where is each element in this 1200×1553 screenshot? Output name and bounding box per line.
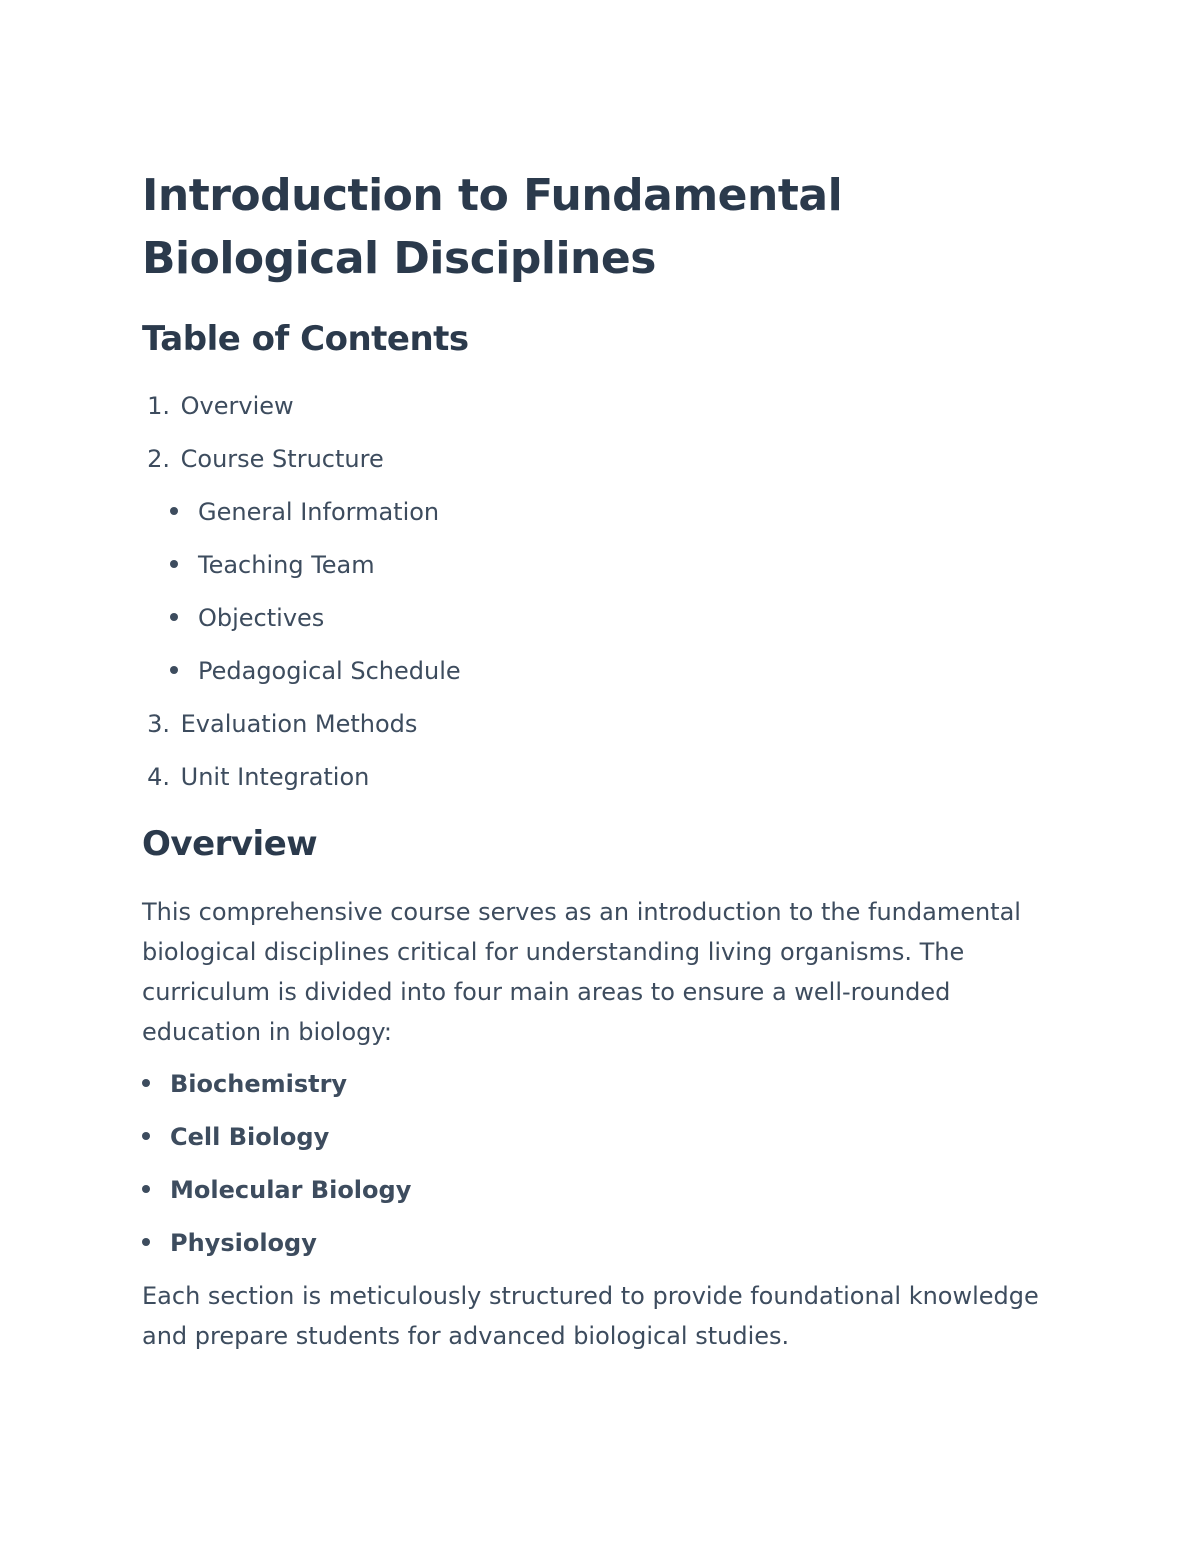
toc-heading: Table of Contents [142,319,469,359]
toc-item-number: 1. [147,392,170,420]
overview-intro-paragraph: This comprehensive course serves as an introduction to the fundamental biological disciplines critical for understanding living organisms. The curriculum is divided into four main areas to ensure a well-rounded education in biology: [142,898,1021,1046]
overview-heading: Overview [142,824,318,864]
toc-item-label: Evaluation Methods [180,710,418,738]
biology-areas-list [142,1063,411,1275]
toc-item-number: 2. [147,445,170,473]
toc-item-label: Overview [180,392,294,420]
bullet-icon [170,666,178,674]
list-item-physiology [142,1222,411,1275]
page-title: Introduction to Fundamental Biological Disciplines [142,170,843,284]
area-label: Molecular Biology [170,1176,412,1204]
list-item-biochemistry [142,1063,411,1116]
toc-item-number: 4. [147,763,170,791]
bullet-icon [170,507,178,515]
toc-item-evaluation-methods[interactable] [142,703,461,756]
bullet-icon [142,1238,150,1246]
toc-subitem-pedagogical-schedule[interactable] [142,650,461,703]
bullet-icon [170,560,178,568]
toc-subitem-general-information[interactable] [142,491,461,544]
area-label: Cell Biology [170,1123,330,1151]
bullet-icon [170,613,178,621]
toc-subitem-label: Teaching Team [198,551,375,579]
bullet-icon [142,1079,150,1087]
table-of-contents [142,385,461,809]
toc-subitem-label: Pedagogical Schedule [198,657,461,685]
toc-item-overview[interactable] [142,385,461,438]
toc-item-number: 3. [147,710,170,738]
toc-item-label: Course Structure [180,445,384,473]
toc-subitem-teaching-team[interactable] [142,544,461,597]
toc-item-unit-integration[interactable] [142,756,461,809]
toc-item-course-structure[interactable] [142,438,461,491]
list-item-cell-biology [142,1116,411,1169]
toc-subitem-label: General Information [198,498,440,526]
area-label: Biochemistry [170,1070,348,1098]
list-item-molecular-biology [142,1169,411,1222]
toc-subitem-label: Objectives [198,604,325,632]
bullet-icon [142,1132,150,1140]
area-label: Physiology [170,1229,317,1257]
bullet-icon [142,1185,150,1193]
overview-closing-paragraph: Each section is meticulously structured to provide foundational knowledge and prepare students for advanced biological studies. [142,1282,1039,1350]
toc-item-label: Unit Integration [180,763,370,791]
toc-subitem-objectives[interactable] [142,597,461,650]
